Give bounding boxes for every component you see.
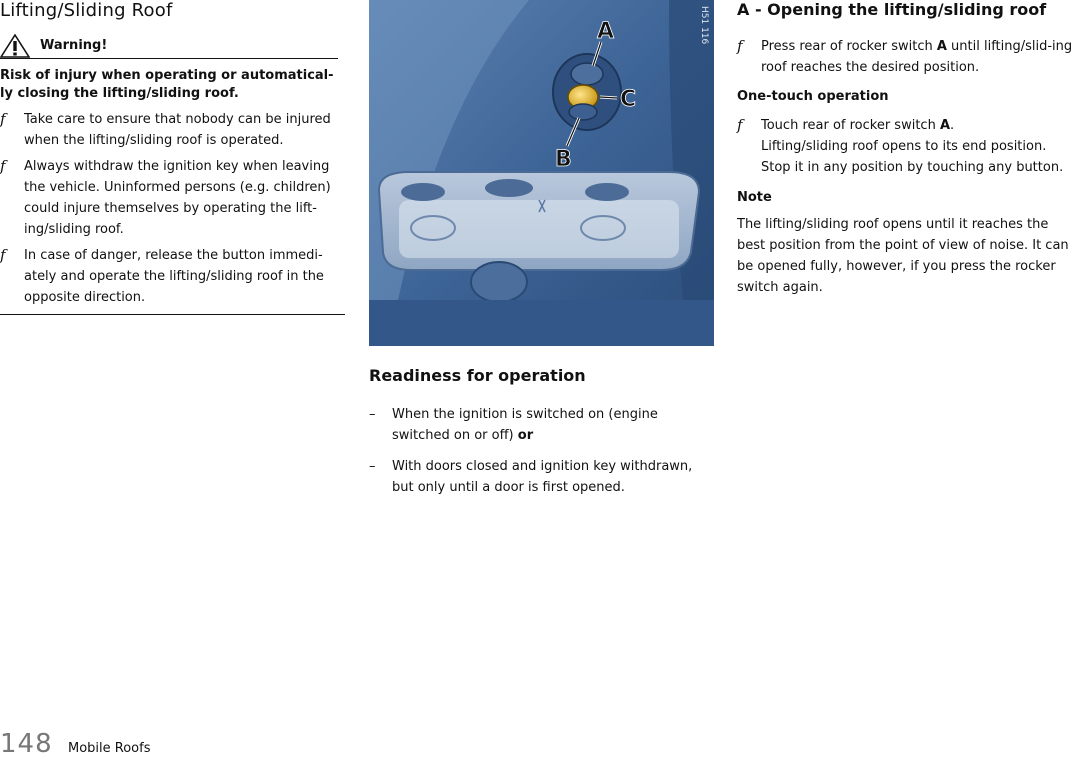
section-name: Mobile Roofs [68,741,151,756]
warning-text: Risk of injury when operating or automatical-ly closing the lifting/sliding roof. [0,68,334,101]
dash-marker: – [369,407,376,422]
page-number: 148 [0,729,53,759]
step-text: Press rear of rocker switch [761,39,937,54]
step-text: Stop it in any position by touching any button. [761,160,1064,175]
middle-column [369,366,714,508]
bullet-marker: f [737,116,743,134]
readiness-heading: Readiness for operation [369,366,586,385]
bullet-marker: f [0,110,6,128]
callout-c: C [620,87,637,112]
list-item [0,156,345,240]
list-item [0,245,345,308]
step-text: . [950,118,955,133]
step-text: until lifting/slid-ing roof reaches the desired position. [761,39,1073,75]
list-item-text: Always withdraw the ignition key when leaving the vehicle. Uninformed persons (e.g. children) could injure themselves by operating the lift-ing/sliding roof. [24,159,331,237]
list-item-bold: or [517,428,534,443]
warning-triangle-icon [0,34,30,58]
list-item [0,109,345,151]
overhead-console-illustration [369,0,714,346]
list-item [737,36,1079,78]
figure-code: H51 116 [699,6,709,45]
onetouch-heading: One-touch operation [737,89,889,104]
bullet-marker: f [0,157,6,175]
warning-label: Warning! [40,38,108,53]
warning-end-rule [0,314,345,315]
bullet-marker: f [0,246,6,264]
list-item-text: In case of danger, release the button immedi-ately and operate the lifting/sliding roof in the opposite direction. [24,248,324,305]
warning-bullet-list [0,109,345,308]
opening-heading: A - Opening the lifting/sliding roof [737,0,1047,19]
note-heading: Note [737,190,772,205]
bullet-marker: f [737,37,743,55]
switch-label: A [939,118,951,133]
page-title: Lifting/Sliding Roof [0,0,173,21]
list-item-text: Take care to ensure that nobody can be injured when the lifting/sliding roof is operated. [24,112,331,148]
callout-b: B [555,147,572,172]
right-column [737,0,1079,298]
opening-steps [737,36,1079,78]
list-item [369,404,714,446]
left-column [0,0,345,315]
callout-a: A [597,19,615,44]
note-text: The lifting/sliding roof opens until it reaches the best position from the point of view of noise. It can be opened fully, however, if you press the rocker switch again. [737,217,1069,295]
dash-marker: – [369,459,376,474]
list-item-text: With doors closed and ignition key withdrawn, but only until a door is first opened. [392,459,693,495]
readiness-list [369,404,714,498]
list-item [737,115,1079,178]
step-text: Touch rear of rocker switch [761,118,940,133]
onetouch-steps [737,115,1079,178]
list-item-text: When the ignition is switched on (engine switched on or off) [392,407,658,443]
list-item [369,456,714,498]
warning-header [0,32,338,59]
switch-label: A [936,39,947,54]
step-text: Lifting/sliding roof opens to its end position. [761,139,1047,154]
